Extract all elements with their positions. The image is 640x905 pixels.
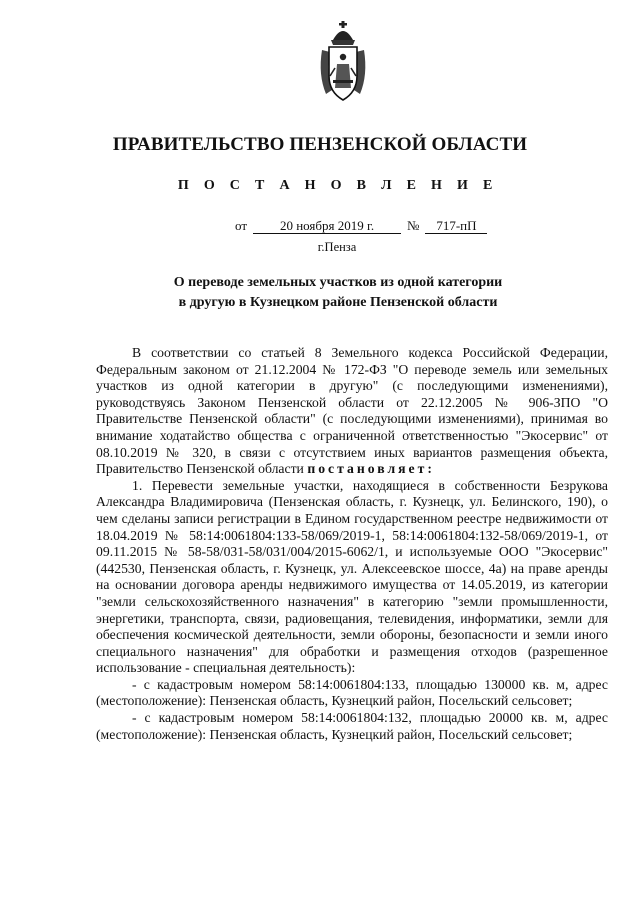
city: г.Пенза	[317, 240, 357, 254]
document-type: П О С Т А Н О В Л Е Н И Е	[177, 178, 499, 193]
document-number: 717-пП	[425, 219, 487, 234]
number-prefix: №	[407, 218, 420, 233]
document-meta	[235, 218, 487, 234]
date-prefix: от	[235, 218, 248, 233]
document-body	[96, 345, 608, 743]
item-1a-paragraph: - с кадастровым номером 58:14:0061804:133, площадью 130000 кв. м, адрес (местоположение): Пензенская область, Кузнецкий район, Посельский сельсовет;	[96, 676, 608, 709]
preamble-paragraph	[96, 345, 608, 478]
subject-line-1: О переводе земельных участков из одной категории	[173, 275, 503, 290]
subject-line-2: в другую в Кузнецком районе Пензенской области	[178, 295, 498, 310]
item-1b-paragraph: - с кадастровым номером 58:14:0061804:132, площадью 20000 кв. м, адрес (местоположение): Пензенская область, Кузнецкий район, Посельский сельсовет;	[96, 710, 608, 742]
resolves-word: постановляет:	[307, 461, 435, 477]
preamble-text: В соответствии со статьей 8 Земельного кодекса Российской Федерации, Федеральным законом от 21.12.2004 № 172-ФЗ "О переводе земель или земельных участков из одной категории в другую" (с последующими изменениями), руководствуясь Законом Пензенской области от 22.12.2005 № 906-ЗПО "О Правительстве Пензенской области" (с последующими изменениями), принимая во внимание ходатайство общества с ограниченной ответственностью "Экосервис" от 08.10.2019 № 320, в связи с отсутствием иных вариантов размещения объекта, Правительство Пензенской области	[96, 345, 608, 477]
coat-of-arms-icon	[318, 20, 368, 104]
document-subject	[0, 273, 640, 313]
item-1-paragraph: 1. Перевести земельные участки, находящиеся в собственности Безрукова Александра Владимировича (Пензенская область, г. Кузнецк, ул. Белинского, 190), о чем сделаны записи регистрации в Едином государственном реестре недвижимости от 18.04.2019 № 58:14:0061804:133-58/069/2019-1, 58:14:0061804:132-58/069/2019-1, от 09.11.2015 № 58-58/031-58/031/004/2015-6062/1, и используемые ООО "Экосервис" (442530, Пензенская область, г. Кузнецк, ул. Алексеевское шоссе, 4а) на праве аренды на основании договора аренды недвижимого имущества от 14.05.2019, из категории "земли сельскохозяйственного назначения" в категорию "земли промышленности, энергетики, транспорта, связи, радиовещания, телевидения, информатики, земли для обеспечения космической деятельности, земли обороны, безопасности и земли иного специального назначения" для обработки и размещения отходов (разрешенное использование - специальная деятельность):	[96, 477, 608, 676]
document-date: 20 ноября 2019 г.	[253, 219, 401, 234]
government-title: ПРАВИТЕЛЬСТВО ПЕНЗЕНСКОЙ ОБЛАСТИ	[112, 134, 528, 155]
